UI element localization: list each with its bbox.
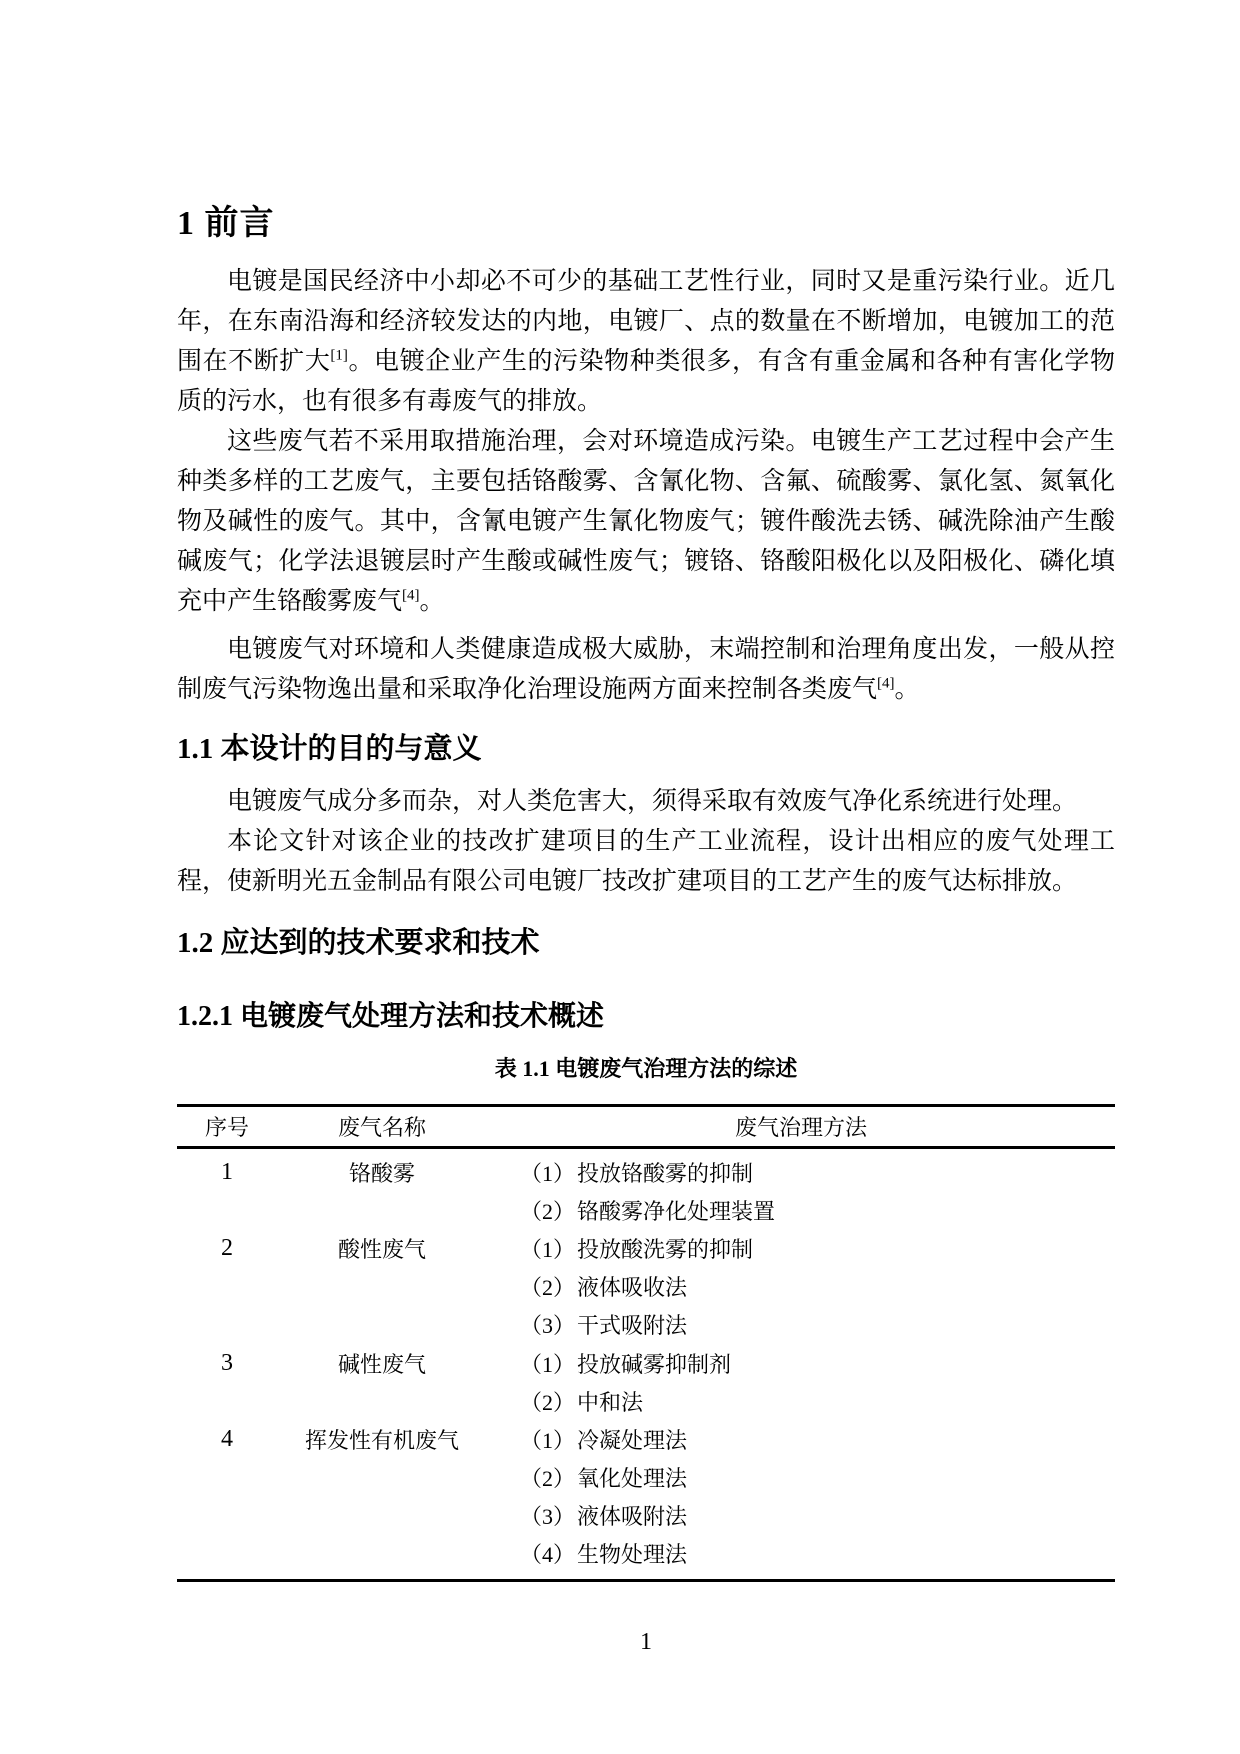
table-row-line (177, 1306, 1115, 1344)
gas-name-cell: 碱性废气 (337, 1351, 426, 1377)
method-cell (487, 1271, 1115, 1302)
paragraph-2 (177, 422, 1115, 622)
method-text: 液体吸附法 (577, 1504, 688, 1530)
method-text: 投放铬酸雾的抑制 (577, 1160, 754, 1186)
table-caption: 表 1.1 电镀废气治理方法的综述 (494, 1056, 798, 1081)
paragraph-1 (177, 262, 1115, 422)
method-cell (487, 1500, 1115, 1531)
paragraph-3-text-a: 电镀废气对环境和人类健康造成极大威胁，末端控制和治理角度出发，一般从控制废气污染物逸出量和采取净化治理设施两方面来控制各类废气 (177, 636, 1115, 703)
table-row-line (177, 1268, 1115, 1306)
table-row-line (177, 1459, 1115, 1497)
paragraph-2-text-a: 这些废气若不采用取措施治理，会对环境造成污染。电镀生产工艺过程中会产生种类多样的工艺废气，主要包括铬酸雾、含氰化物、含氟、硫酸雾、氯化氢、氮氧化物及碱性的废气。其中，含氰电镀产生氰化物废气；镀件酸洗去锈、碱洗除油产生酸碱废气；化学法退镀层时产生酸或碱性废气；镀铬、铬酸阳极化以及阳极化、磷化填充中产生铬酸雾废气 (177, 428, 1115, 615)
method-text: 干式吸附法 (577, 1313, 688, 1339)
method-index: （2） (520, 1389, 576, 1415)
method-cell (487, 1195, 1115, 1226)
method-cell (487, 1462, 1115, 1493)
section-1-2-title: 1.2 应达到的技术要求和技术 (177, 927, 540, 959)
paragraph-2-text-b: 。 (419, 588, 445, 615)
method-cell (487, 1348, 1115, 1379)
section-1-1-title: 1.1 本设计的目的与意义 (177, 733, 482, 765)
method-text: 铬酸雾净化处理装置 (577, 1198, 776, 1224)
table-row-line (177, 1344, 1115, 1382)
method-text: 投放酸洗雾的抑制 (577, 1236, 754, 1262)
row-number-cell: 2 (221, 1234, 233, 1261)
table-header-no: 序号 (204, 1115, 249, 1140)
method-index: （1） (520, 1351, 576, 1377)
method-cell (487, 1386, 1115, 1417)
gas-name-cell: 酸性废气 (337, 1236, 426, 1262)
table-row-line (177, 1420, 1115, 1458)
table-body (177, 1149, 1115, 1579)
method-text: 生物处理法 (577, 1542, 688, 1568)
citation-ref-4a: [4] (402, 587, 420, 604)
table-row-line (177, 1535, 1115, 1573)
method-text: 液体吸收法 (577, 1275, 688, 1301)
gas-name-cell: 挥发性有机废气 (304, 1427, 459, 1453)
method-cell (487, 1157, 1115, 1188)
paragraph-3 (177, 630, 1115, 710)
section-1-2-1-title: 1.2.1 电镀废气处理方法和技术概述 (177, 1001, 605, 1032)
table-row-line (177, 1191, 1115, 1229)
method-text: 氧化处理法 (577, 1466, 688, 1492)
method-index: （3） (520, 1313, 576, 1339)
citation-ref-1: [1] (330, 347, 348, 364)
method-index: （3） (520, 1504, 576, 1530)
method-text: 投放碱雾抑制剂 (577, 1351, 732, 1377)
method-index: （1） (520, 1427, 576, 1453)
row-number-cell: 4 (221, 1425, 233, 1452)
method-index: （4） (520, 1542, 576, 1568)
method-cell (487, 1538, 1115, 1569)
section-1-1-paragraph-2: 本论文针对该企业的技改扩建项目的生产工业流程，设计出相应的废气处理工程，使新明光五金制品有限公司电镀厂技改扩建项目的工艺产生的废气达标排放。 (177, 828, 1115, 895)
method-index: （2） (520, 1198, 576, 1224)
table-header-gas-name: 废气名称 (337, 1115, 426, 1140)
method-index: （1） (520, 1160, 576, 1186)
paragraph-3-text-b: 。 (894, 676, 920, 703)
method-text: 冷凝处理法 (577, 1427, 688, 1453)
table-row-line (177, 1382, 1115, 1420)
method-cell (487, 1309, 1115, 1340)
page-number: 1 (640, 1629, 652, 1656)
table-row-line (177, 1153, 1115, 1191)
method-index: （2） (520, 1275, 576, 1301)
citation-ref-4b: [4] (877, 675, 895, 692)
page-content (177, 0, 1115, 1656)
paragraph-1-text-a: 电镀是国民经济中小却必不可少的基础工艺性行业，同时又是重污染行业。近几年，在东南沿海和经济较发达的内地，电镀厂、点的数量在不断增加，电镀加工的范围在不断扩大 (177, 268, 1115, 375)
gas-name-cell: 铬酸雾 (348, 1160, 415, 1186)
method-index: （1） (520, 1236, 576, 1262)
method-text: 中和法 (577, 1389, 644, 1415)
method-cell (487, 1233, 1115, 1264)
waste-gas-treatment-table (177, 1104, 1115, 1582)
table-row-line (177, 1497, 1115, 1535)
method-index: （2） (520, 1466, 576, 1492)
table-row-line (177, 1229, 1115, 1267)
table-header-row (177, 1107, 1115, 1149)
row-number-cell: 1 (221, 1158, 233, 1185)
table-header-method: 废气治理方法 (734, 1115, 867, 1140)
chapter-title: 1 前言 (177, 205, 275, 242)
section-1-1-paragraph-1: 电镀废气成分多而杂，对人类危害大，须得采取有效废气净化系统进行处理。 (227, 788, 1078, 815)
row-number-cell: 3 (221, 1349, 233, 1376)
method-cell (487, 1424, 1115, 1455)
paragraph-1-text-b: 。电镀企业产生的污染物种类很多，有含有重金属和各种有害化学物质的污水，也有很多有毒废气的排放。 (177, 348, 1115, 415)
